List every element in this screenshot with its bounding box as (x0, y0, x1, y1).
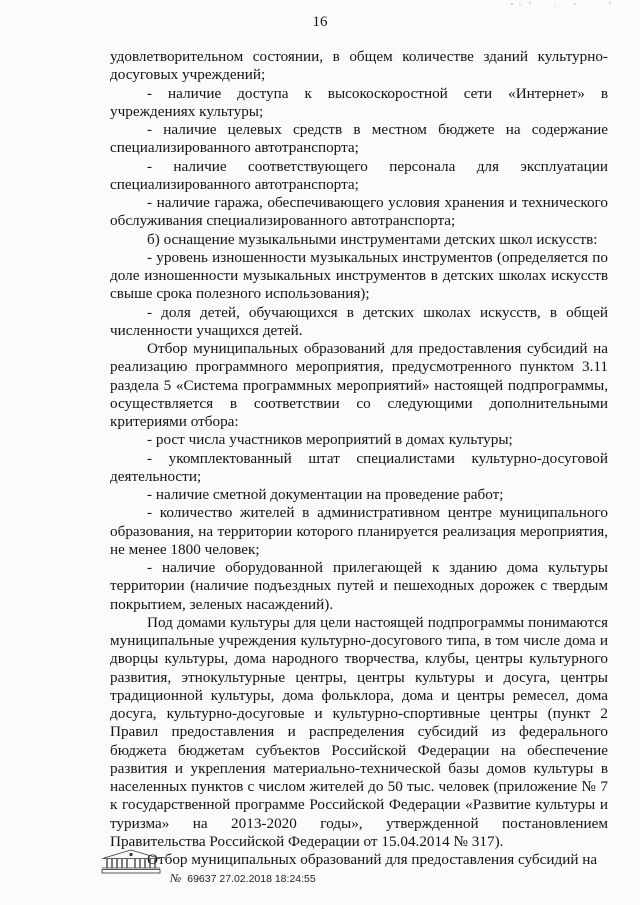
paragraph: - укомплектованный штат специалистами культурно-досуговой деятельности; (110, 449, 608, 485)
paragraph: - доля детей, обучающихся в детских школах искусств, в общей численности учащихся детей. (110, 303, 608, 339)
paragraph: - наличие сметной документации на проведение работ; (147, 486, 504, 503)
scan-specks (500, 0, 640, 12)
doc-number-mark: № (170, 871, 182, 885)
paragraph: - уровень изношенности музыкальных инструментов (определяется по доле изношенности музыкальных инструментов в детских школах искусств свыше срока полезного использования); (110, 248, 608, 303)
paragraph: - количество жителей в административном центре муниципального образования, на территории которого планируется реализация мероприятия, не менее 1800 человек; (110, 504, 608, 558)
paragraph: - наличие соответствующего персонала для эксплуатации специализированного автотранспорта; (110, 157, 608, 193)
document-stamp (170, 871, 316, 886)
paragraph: Отбор муниципальных образований для предоставления субсидий на реализацию программного мероприятия, предусмотренного пунктом 3.11 раздела 5 «Система программных мероприятий» настоящей подпрограммы, осуществляется в соответствии со следующими дополнительными критериями отбора: (110, 340, 608, 430)
page-number: 16 (312, 14, 328, 30)
paragraph: удовлетворительном состоянии, в общем количестве зданий культурно-досуговых учреждений; (110, 48, 608, 84)
paragraph: - наличие целевых средств в местном бюджете на содержание специализированного автотранспорта; (110, 121, 608, 157)
paragraph: - наличие оборудованной прилегающей к зданию дома культуры территории (наличие подъездных путей и пешеходных дорожек с твердым покрытием, зеленых насаждений). (110, 559, 608, 613)
page-footer (100, 846, 560, 886)
paragraph: Под домами культуры для цели настоящей подпрограммы понимаются муниципальные учреждения культурно-досугового типа, в том числе дома и дворцы культуры, дома народного творчества, клубы, центры культурного развития, этнокультурные центры, центры культуры и досуга, центры традиционной культуры, дома фольклора, дома и центры ремесел, дома досуга, культурно-досуговые и культурно-спортивные центры (пункт 2 Правил предоставления и распределения субсидий из федерального бюджета бюджетам субъектов Российской Федерации на обеспечение развития и укрепления материально-технической базы домов культуры в населенных пунктов с числом жителей до 50 тыс. человек (приложение № 7 к государственной программе Российской Федерации «Развитие культуры и туризма» на 2013-2020 годы», утвержденной постановлением Правительства Российской Федерации от 15.04.2014 № 317). (110, 613, 608, 850)
doc-timestamp: 27.02.2018 18:24:55 (219, 873, 316, 885)
paragraph: б) оснащение музыкальными инструментами детских школ искусств: (147, 230, 598, 248)
paragraph: - наличие гаража, обеспечивающего условия хранения и технического обслуживания специализированного автотранспорта; (110, 194, 608, 230)
paragraph: - рост числа участников мероприятий в домах культуры; (147, 431, 513, 449)
document-body (110, 48, 608, 869)
government-building-logo (100, 846, 162, 874)
doc-number: 69637 (187, 873, 217, 885)
paragraph: - наличие доступа к высокоскоростной сети «Интернет» в учреждениях культуры; (110, 84, 608, 120)
paragraph: Отбор муниципальных образований для предоставления субсидий на (147, 851, 598, 868)
